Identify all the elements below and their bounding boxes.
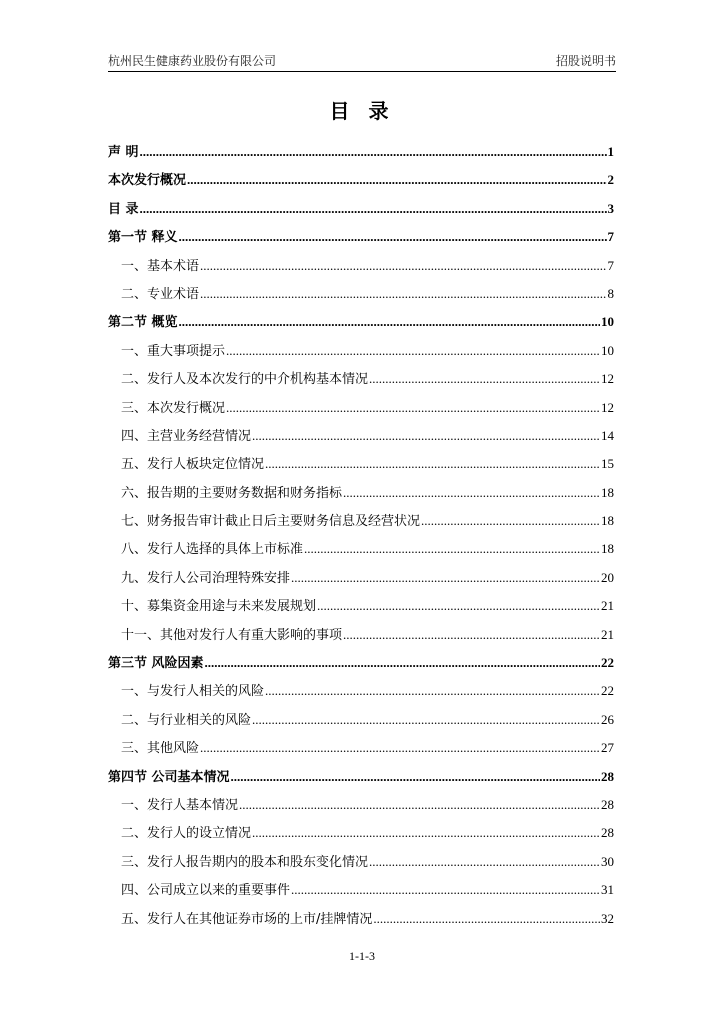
table-of-contents bbox=[108, 138, 614, 933]
toc-leader-dots bbox=[343, 621, 600, 650]
toc-leader-dots bbox=[252, 422, 600, 451]
toc-leader-dots bbox=[179, 308, 600, 337]
toc-entry-label: 本次发行概况 bbox=[108, 173, 187, 189]
toc-entry-page: 28 bbox=[601, 768, 614, 784]
toc-leader-dots bbox=[179, 223, 607, 252]
toc-entry-label: 第四节 公司基本情况 bbox=[108, 769, 230, 785]
toc-entry-page: 7 bbox=[607, 229, 614, 245]
toc-section-entry[interactable] bbox=[108, 450, 614, 478]
toc-entry-page: 31 bbox=[601, 882, 614, 898]
toc-leader-dots bbox=[265, 677, 600, 706]
toc-section-entry[interactable] bbox=[108, 535, 614, 563]
toc-entry-label: 六、报告期的主要财务数据和财务指标 bbox=[121, 485, 343, 501]
toc-entry-page: 3 bbox=[607, 200, 614, 216]
toc-chapter-entry[interactable] bbox=[108, 138, 614, 166]
toc-entry-page: 1 bbox=[607, 144, 614, 159]
toc-entry-label: 一、发行人基本情况 bbox=[121, 797, 239, 813]
toc-entry-label: 五、发行人板块定位情况 bbox=[121, 457, 265, 473]
toc-entry-page: 30 bbox=[601, 853, 614, 869]
toc-section-entry[interactable] bbox=[108, 819, 614, 847]
toc-leader-dots bbox=[373, 905, 600, 934]
page-number: 1-1-3 bbox=[349, 949, 375, 963]
toc-entry-page: 28 bbox=[601, 796, 614, 812]
toc-entry-label: 五、发行人在其他证券市场的上市/挂牌情况 bbox=[121, 911, 373, 927]
toc-leader-dots bbox=[291, 564, 600, 593]
toc-section-entry[interactable] bbox=[108, 507, 614, 535]
toc-entry-label: 三、其他风险 bbox=[121, 741, 200, 757]
toc-entry-label: 目 录 bbox=[108, 201, 139, 217]
page-header bbox=[108, 53, 616, 69]
company-name: 杭州民生健康药业股份有限公司 bbox=[108, 54, 277, 68]
toc-entry-label: 七、财务报告审计截止日后主要财务信息及经营状况 bbox=[121, 514, 421, 530]
toc-leader-dots bbox=[369, 365, 600, 394]
toc-section-entry[interactable] bbox=[108, 592, 614, 620]
toc-leader-dots bbox=[421, 507, 600, 536]
toc-leader-dots bbox=[200, 252, 606, 281]
toc-entry-page: 18 bbox=[601, 484, 614, 500]
toc-entry-page: 10 bbox=[601, 314, 614, 330]
toc-entry-label: 三、本次发行概况 bbox=[121, 400, 226, 416]
toc-entry-label: 第三节 风险因素 bbox=[108, 656, 204, 672]
toc-section-entry[interactable] bbox=[108, 394, 614, 422]
toc-section-entry[interactable] bbox=[108, 734, 614, 762]
toc-entry-page: 12 bbox=[601, 371, 614, 387]
toc-chapter-entry[interactable] bbox=[108, 195, 614, 223]
header-divider bbox=[108, 71, 616, 72]
toc-entry-label: 九、发行人公司治理特殊安排 bbox=[121, 570, 291, 586]
toc-leader-dots bbox=[187, 166, 606, 195]
toc-entry-label: 十一、其他对发行人有重大影响的事项 bbox=[121, 627, 343, 643]
toc-entry-label: 一、基本术语 bbox=[121, 258, 200, 274]
toc-leader-dots bbox=[239, 791, 600, 820]
toc-leader-dots bbox=[226, 337, 600, 366]
toc-section-entry[interactable] bbox=[108, 479, 614, 507]
toc-section-entry[interactable] bbox=[108, 564, 614, 592]
toc-section-entry[interactable] bbox=[108, 337, 614, 365]
toc-entry-label: 第二节 概览 bbox=[108, 315, 178, 331]
toc-section-entry[interactable] bbox=[108, 706, 614, 734]
toc-chapter-entry[interactable] bbox=[108, 649, 614, 677]
toc-entry-label: 第一节 释义 bbox=[108, 230, 178, 246]
toc-entry-label: 二、发行人的设立情况 bbox=[121, 826, 252, 842]
toc-entry-label: 二、发行人及本次发行的中介机构基本情况 bbox=[121, 372, 369, 388]
toc-entry-page: 22 bbox=[601, 683, 614, 699]
toc-section-entry[interactable] bbox=[108, 848, 614, 876]
toc-leader-dots bbox=[140, 195, 607, 224]
toc-leader-dots bbox=[200, 280, 606, 309]
toc-section-entry[interactable] bbox=[108, 252, 614, 280]
toc-entry-label: 十、募集资金用途与未来发展规划 bbox=[121, 599, 317, 615]
toc-chapter-entry[interactable] bbox=[108, 763, 614, 791]
toc-leader-dots bbox=[200, 734, 600, 763]
toc-entry-page: 7 bbox=[607, 257, 614, 273]
toc-leader-dots bbox=[252, 819, 600, 848]
toc-leader-dots bbox=[369, 848, 600, 877]
toc-entry-page: 8 bbox=[607, 285, 614, 301]
toc-entry-page: 21 bbox=[601, 626, 614, 642]
page-title: 目 录 bbox=[329, 99, 395, 123]
toc-leader-dots bbox=[226, 394, 600, 423]
toc-section-entry[interactable] bbox=[108, 621, 614, 649]
toc-entry-page: 15 bbox=[601, 456, 614, 472]
toc-entry-label: 四、主营业务经营情况 bbox=[121, 428, 252, 444]
toc-section-entry[interactable] bbox=[108, 365, 614, 393]
toc-entry-page: 12 bbox=[601, 399, 614, 415]
toc-leader-dots bbox=[140, 138, 607, 167]
toc-entry-page: 2 bbox=[607, 172, 614, 188]
toc-leader-dots bbox=[205, 649, 600, 678]
toc-entry-label: 二、与行业相关的风险 bbox=[121, 712, 252, 728]
toc-leader-dots bbox=[317, 592, 600, 621]
toc-entry-page: 20 bbox=[601, 569, 614, 585]
toc-section-entry[interactable] bbox=[108, 280, 614, 308]
toc-entry-label: 二、专业术语 bbox=[121, 286, 200, 302]
toc-entry-label: 四、公司成立以来的重要事件 bbox=[121, 883, 291, 899]
toc-chapter-entry[interactable] bbox=[108, 223, 614, 251]
toc-leader-dots bbox=[231, 763, 600, 792]
toc-entry-page: 28 bbox=[601, 825, 614, 841]
toc-entry-label: 声 明 bbox=[108, 145, 139, 160]
toc-leader-dots bbox=[343, 479, 600, 508]
toc-chapter-entry[interactable] bbox=[108, 166, 614, 194]
toc-leader-dots bbox=[304, 535, 600, 564]
toc-section-entry[interactable] bbox=[108, 677, 614, 705]
toc-entry-page: 14 bbox=[601, 427, 614, 443]
toc-entry-label: 一、与发行人相关的风险 bbox=[121, 684, 265, 700]
toc-entry-label: 一、重大事项提示 bbox=[121, 343, 226, 359]
toc-entry-page: 10 bbox=[601, 342, 614, 358]
toc-leader-dots bbox=[265, 450, 600, 479]
toc-entry-page: 22 bbox=[601, 655, 614, 671]
toc-entry-label: 三、发行人报告期内的股本和股东变化情况 bbox=[121, 854, 369, 870]
toc-entry-page: 18 bbox=[601, 541, 614, 557]
toc-leader-dots bbox=[291, 876, 600, 905]
toc-entry-page: 26 bbox=[601, 711, 614, 727]
toc-entry-page: 21 bbox=[601, 598, 614, 614]
toc-leader-dots bbox=[252, 706, 600, 735]
toc-section-entry[interactable] bbox=[108, 905, 614, 933]
toc-section-entry[interactable] bbox=[108, 791, 614, 819]
toc-section-entry[interactable] bbox=[108, 422, 614, 450]
toc-section-entry[interactable] bbox=[108, 876, 614, 904]
toc-chapter-entry[interactable] bbox=[108, 308, 614, 336]
toc-entry-page: 32 bbox=[601, 910, 614, 926]
document-type: 招股说明书 bbox=[555, 54, 616, 68]
toc-entry-label: 八、发行人选择的具体上市标准 bbox=[121, 542, 304, 558]
toc-entry-page: 18 bbox=[601, 513, 614, 529]
toc-entry-page: 27 bbox=[601, 740, 614, 756]
